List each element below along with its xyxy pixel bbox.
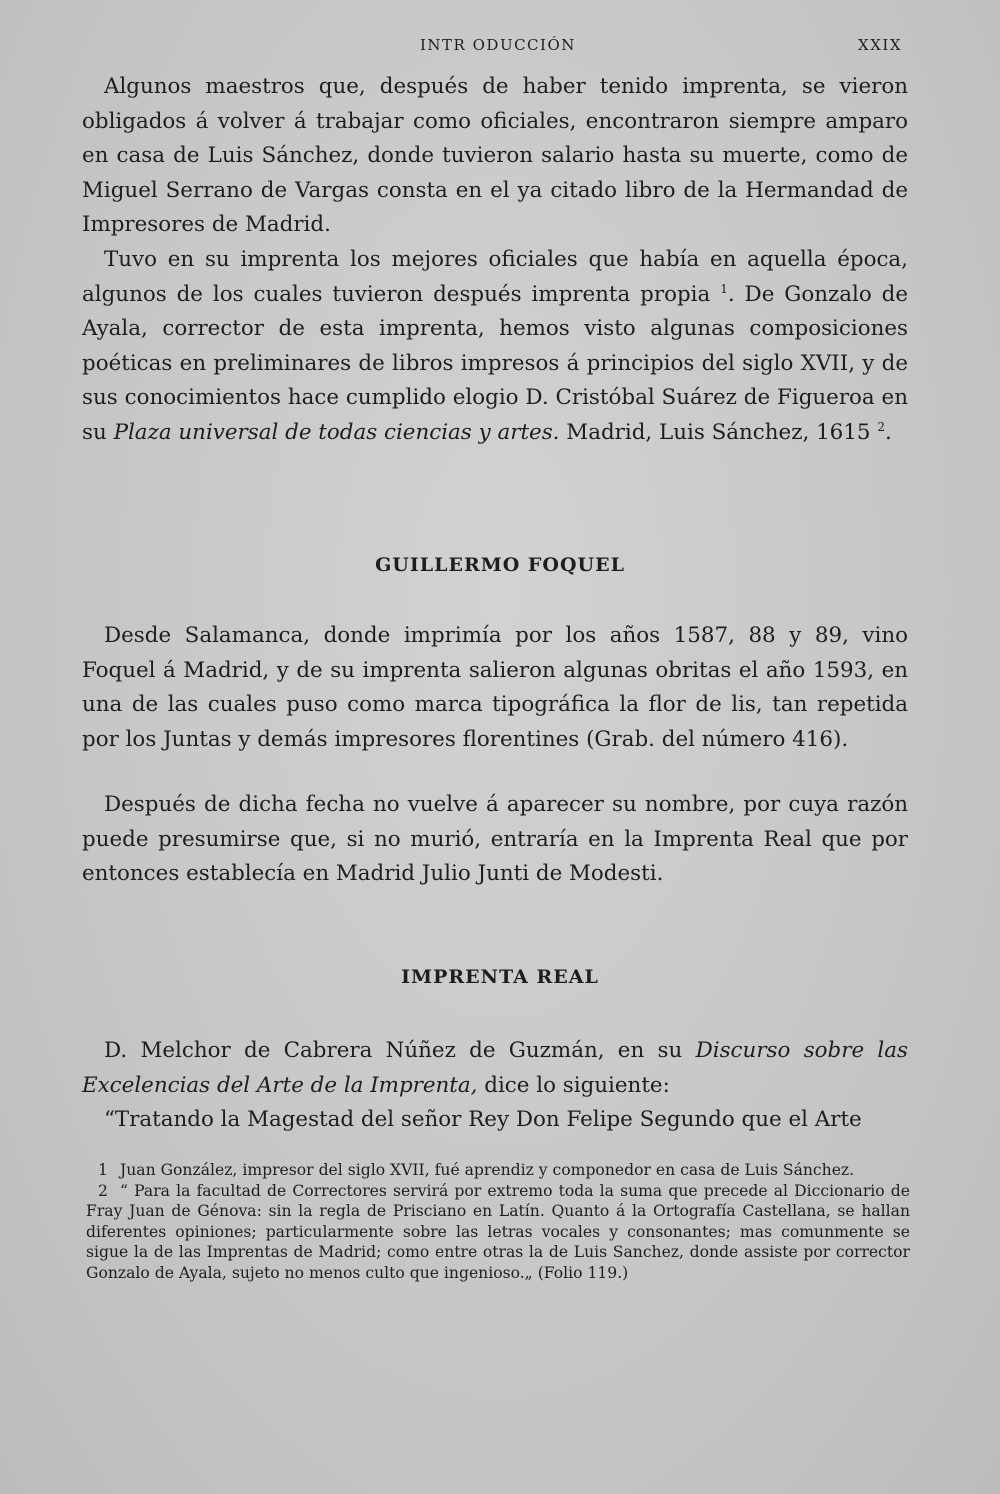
- paragraph-2: [82, 243, 908, 451]
- page-number: XXIX: [858, 36, 902, 54]
- running-head: [82, 36, 902, 60]
- paragraph-4: [82, 788, 908, 892]
- book-title-plaza: Plaza universal de todas ciencias y artes.: [113, 419, 560, 445]
- footnote-ref-2[interactable]: 2: [877, 419, 885, 434]
- paragraph-2-end: .: [884, 419, 892, 445]
- paragraph-1-text: Algunos maestros que, después de haber tenido imprenta, se vieron obligados á volver á trabajar como oficiales, encontraron siempre amparo en casa de Luis Sánchez, donde tuvieron salario hasta su muerte, como de Miguel Serrano de Vargas consta en el ya citado libro de la Hermandad de Impresores de Madrid.: [82, 74, 908, 238]
- footnote-2: [86, 1181, 910, 1284]
- paragraph-4-text: Después de dicha fecha no vuelve á aparecer su nombre, por cuya razón puede presumirse que, si no murió, entraría en la Imprenta Real que por entonces establecía en Madrid Julio Junti de Modesti.: [82, 792, 908, 887]
- footnote-ref-1[interactable]: 1: [720, 281, 728, 296]
- section-heading-imprenta-real: IMPRENTA REAL: [401, 966, 599, 988]
- footnote-number: 2: [98, 1181, 108, 1200]
- paragraph-3: [82, 619, 908, 757]
- paragraph-5-text-a: D. Melchor de Cabrera Núñez de Guzmán, en su: [104, 1038, 683, 1063]
- paragraph-6: [82, 1103, 908, 1138]
- paragraph-2-text-a: Tuvo en su imprenta los mejores oficiales que había en aquella época, algunos de los cuales tuvieron después imprenta propia: [82, 247, 908, 307]
- paragraph-2-text-c: Madrid, Luis Sánchez, 1615: [566, 419, 871, 445]
- running-head-title: INTR ODUCCIÓN: [420, 36, 576, 54]
- book-title-discurso: Discurso sobre las Excelencias del Arte de la Imprenta,: [82, 1038, 908, 1098]
- footnote-text: Juan González, impresor del siglo XVII, fué aprendiz y componedor en casa de Luis Sánchez.: [120, 1161, 855, 1179]
- paragraph-5: [82, 1034, 908, 1103]
- section-heading-guillermo-foquel: GUILLERMO FOQUEL: [375, 554, 625, 576]
- footnote-number: 1: [98, 1161, 108, 1179]
- paragraph-2-text-b: . De Gonzalo de Ayala, corrector de esta imprenta, hemos visto algunas composiciones poéticas en preliminares de libros impresos á principios del siglo XVII, y de sus conocimientos hace cumplido elogio D. Cristóbal Suárez de Figueroa en su: [82, 281, 909, 445]
- paragraph-3-text: Desde Salamanca, donde imprimía por los años 1587, 88 y 89, vino Foquel á Madrid, y de su imprenta salieron algunas obritas el año 1593, en una de las cuales puso como marca tipográfica la flor de lis, tan repetida por los Juntas y demás impresores florentines (Grab. del número 416).: [82, 623, 908, 752]
- paragraph-1: [82, 70, 908, 243]
- footnote-1: [86, 1160, 910, 1181]
- footnote-text: “ Para la facultad de Correctores servirá por extremo toda la suma que precede al Diccionario de Fray Juan de Génova: sin la regla de Prisciano en Latín. Quanto á la Ortografía Castellana, se hallan diferentes opiniones; particularmente sobre las letras vocales y consonantes; mas comunmente se sigue la de las Imprentas de Madrid; como entre otras la de Luis Sanchez, donde assiste por corrector Gonzalo de Ayala, sujeto no menos culto que ingenioso.„ (Folio 119.): [86, 1181, 910, 1282]
- footnotes: [86, 1160, 910, 1284]
- paragraph-5-text-b: dice lo siguiente:: [484, 1072, 670, 1098]
- paragraph-6-text: “Tratando la Magestad del señor Rey Don Felipe Segundo que el Arte: [104, 1107, 862, 1132]
